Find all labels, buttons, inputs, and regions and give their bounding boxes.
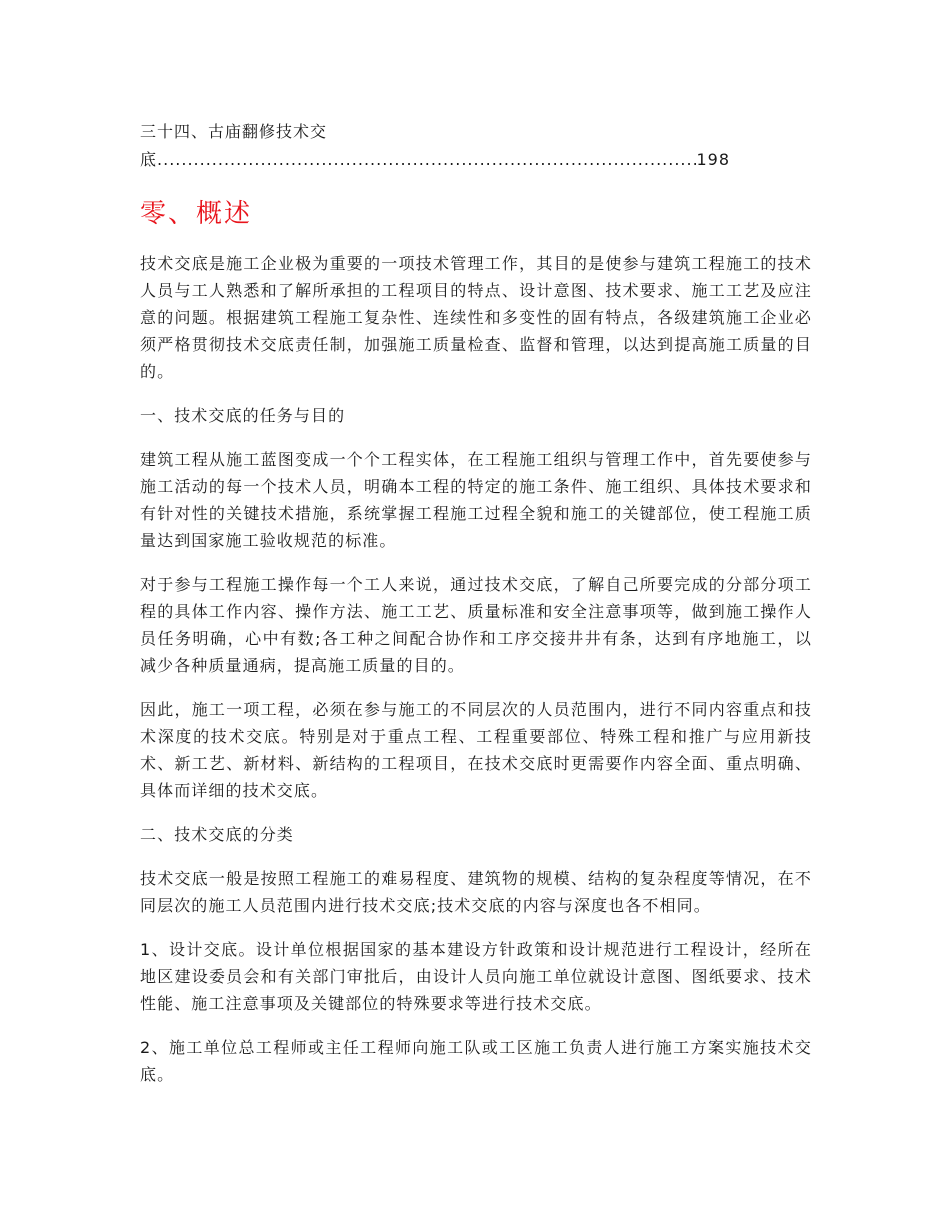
document-page [140,118,812,1105]
toc-page-number: 198 [696,150,730,169]
paragraph: 建筑工程从施工蓝图变成一个个工程实体，在工程施工组织与管理工作中，首先要使参与施工活动的每一个技术人员，明确本工程的特定的施工条件、施工组织、具体技术要求和有针对性的关键技术措施，系统掌握工程施工过程全貌和施工的关键部位，使工程施工质量达到国家施工验收规范的标准。 [140,450,812,550]
section-heading: 零、概述 [140,199,253,229]
paragraph: 对于参与工程施工操作每一个工人来说，通过技术交底，了解自己所要完成的分部分项工程的具体工作内容、操作方法、施工工艺、质量标准和安全注意事项等，做到施工操作人员任务明确，心中有数;各工种之间配合协作和工序交接井井有条，达到有序地施工，以减少各种质量通病，提高施工质量的目的。 [140,575,812,675]
toc-entry-title: 三十四、古庙翻修技术交 [140,122,328,141]
subheading-task-purpose: 一、技术交底的任务与目的 [140,406,346,425]
toc-leader-dots [157,146,696,174]
toc-entry-continuation: 底 [140,150,158,169]
toc-entry-line[interactable] [140,146,730,174]
paragraph-design-disclosure: 1、设计交底。设计单位根据国家的基本建设方针政策和设计规范进行工程设计，经所在地区建设委员会和有关部门审批后，由设计人员向施工单位就设计意图、图纸要求、技术性能、施工注意事项及关键部位的特殊要求等进行技术交底。 [140,940,812,1013]
paragraph-intro: 技术交底是施工企业极为重要的一项技术管理工作，其目的是使参与建筑工程施工的技术人员与工人熟悉和了解所承担的工程项目的特点、设计意图、技术要求、施工工艺及应注意的问题。根据建筑工程施工复杂性、连续性和多变性的固有特点，各级建筑施工企业必须严格贯彻技术交底责任制，加强施工质量检查、监督和管理，以达到提高施工质量的目的。 [140,254,812,381]
paragraph: 因此，施工一项工程，必须在参与施工的不同层次的人员范围内，进行不同内容重点和技术深度的技术交底。特别是对于重点工程、工程重要部位、特殊工程和推广与应用新技术、新工艺、新材料、新结构的工程项目，在技术交底时更需要作内容全面、重点明确、具体而详细的技术交底。 [140,700,812,800]
paragraph: 技术交底一般是按照工程施工的难易程度、建筑物的规模、结构的复杂程度等情况，在不同层次的施工人员范围内进行技术交底;技术交底的内容与深度也各不相同。 [140,869,812,915]
subheading-classification: 二、技术交底的分类 [140,825,294,844]
paragraph-chief-engineer-disclosure: 2、施工单位总工程师或主任工程师向施工队或工区施工负责人进行施工方案实施技术交底。 [140,1038,812,1084]
